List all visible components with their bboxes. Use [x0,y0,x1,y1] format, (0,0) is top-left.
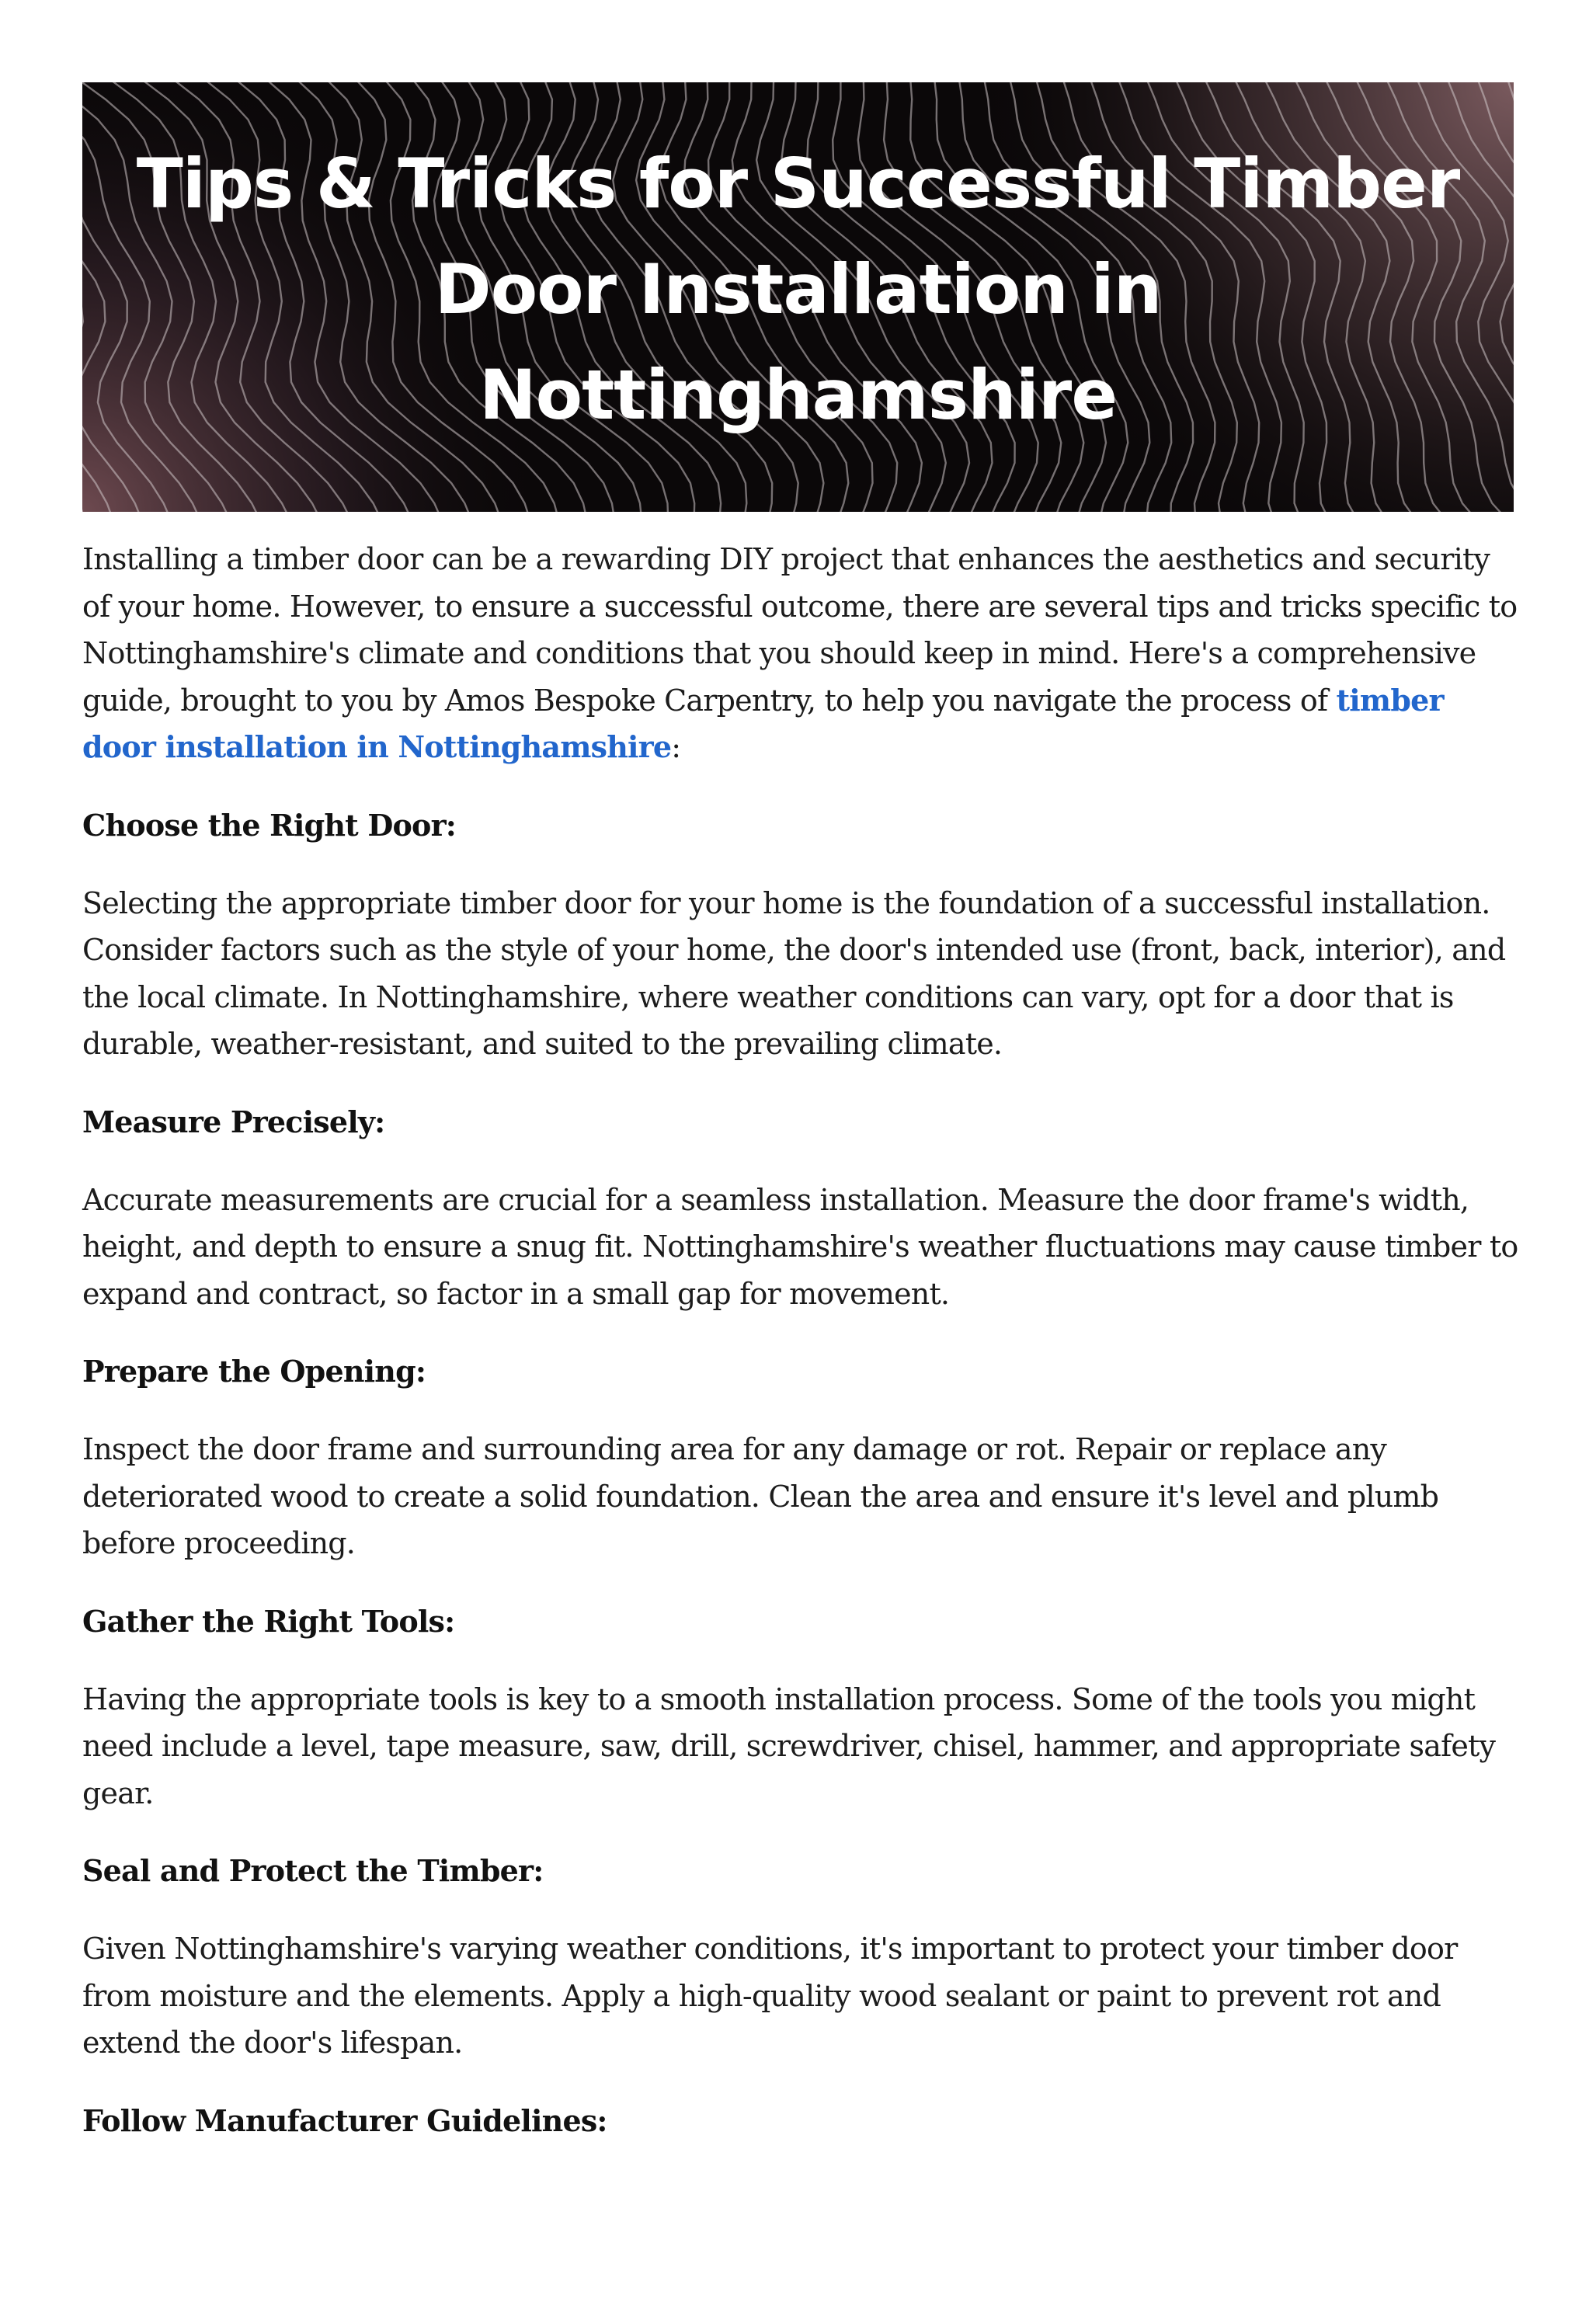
intro-text-end: : [671,730,681,764]
article-body [82,536,1519,2175]
section-heading-manufacturer-guidelines: Follow Manufacturer Guidelines: [82,2102,607,2138]
intro-paragraph [82,536,1519,771]
timber-door-installation-link[interactable]: timber door installation in Nottinghamshire [82,682,1444,764]
intro-text: Installing a timber door can be a rewarding DIY project that enhances the aesthetics and security of your home. However, to ensure a successful outcome, there are several tips and tricks specific to Nottinghamshire's climate and conditions that you should keep in mind. Here's a comprehensive guide, brought to you by Amos Bespoke Carpentry, to help you navigate the process of [82,542,1518,718]
section-heading-seal-protect: Seal and Protect the Timber: [82,1853,544,1888]
section-text-tools: Having the appropriate tools is key to a smooth installation process. Some of the tools you might need include a level, tape measure, saw, drill, screwdriver, chisel, hammer, and appropriate safety gear. [82,1681,1496,1810]
hero-banner [82,82,1514,512]
section-heading-choose-door: Choose the Right Door: [82,807,457,843]
section-heading-tools: Gather the Right Tools: [82,1603,455,1639]
section-text-choose-door: Selecting the appropriate timber door for your home is the foundation of a successful installation. Consider factors such as the style of your home, the door's intended use (front, back, interior), and the local climate. In Nottinghamshire, where weather conditions can vary, opt for a door that is durable, weather-resistant, and suited to the prevailing climate. [82,885,1506,1061]
section-heading-measure: Measure Precisely: [82,1104,385,1139]
section-text-prepare-opening: Inspect the door frame and surrounding area for any damage or rot. Repair or replace any deteriorated wood to create a solid foundation. Clean the area and ensure it's level and plumb before proceeding. [82,1432,1439,1560]
section-heading-prepare-opening: Prepare the Opening: [82,1354,426,1389]
section-text-seal-protect: Given Nottinghamshire's varying weather conditions, it's important to protect your timber door from moisture and the elements. Apply a high-quality wood sealant or paint to prevent rot and extend the door's lifespan. [82,1932,1458,2060]
page-title: Tips & Tricks for Successful Timber Door Installation in Nottinghamshire [136,143,1460,435]
section-text-measure: Accurate measurements are crucial for a seamless installation. Measure the door frame's width, height, and depth to ensure a snug fit. Nottinghamshire's weather fluctuations may cause timber to expand and contract, so factor in a small gap for movement. [82,1182,1518,1311]
